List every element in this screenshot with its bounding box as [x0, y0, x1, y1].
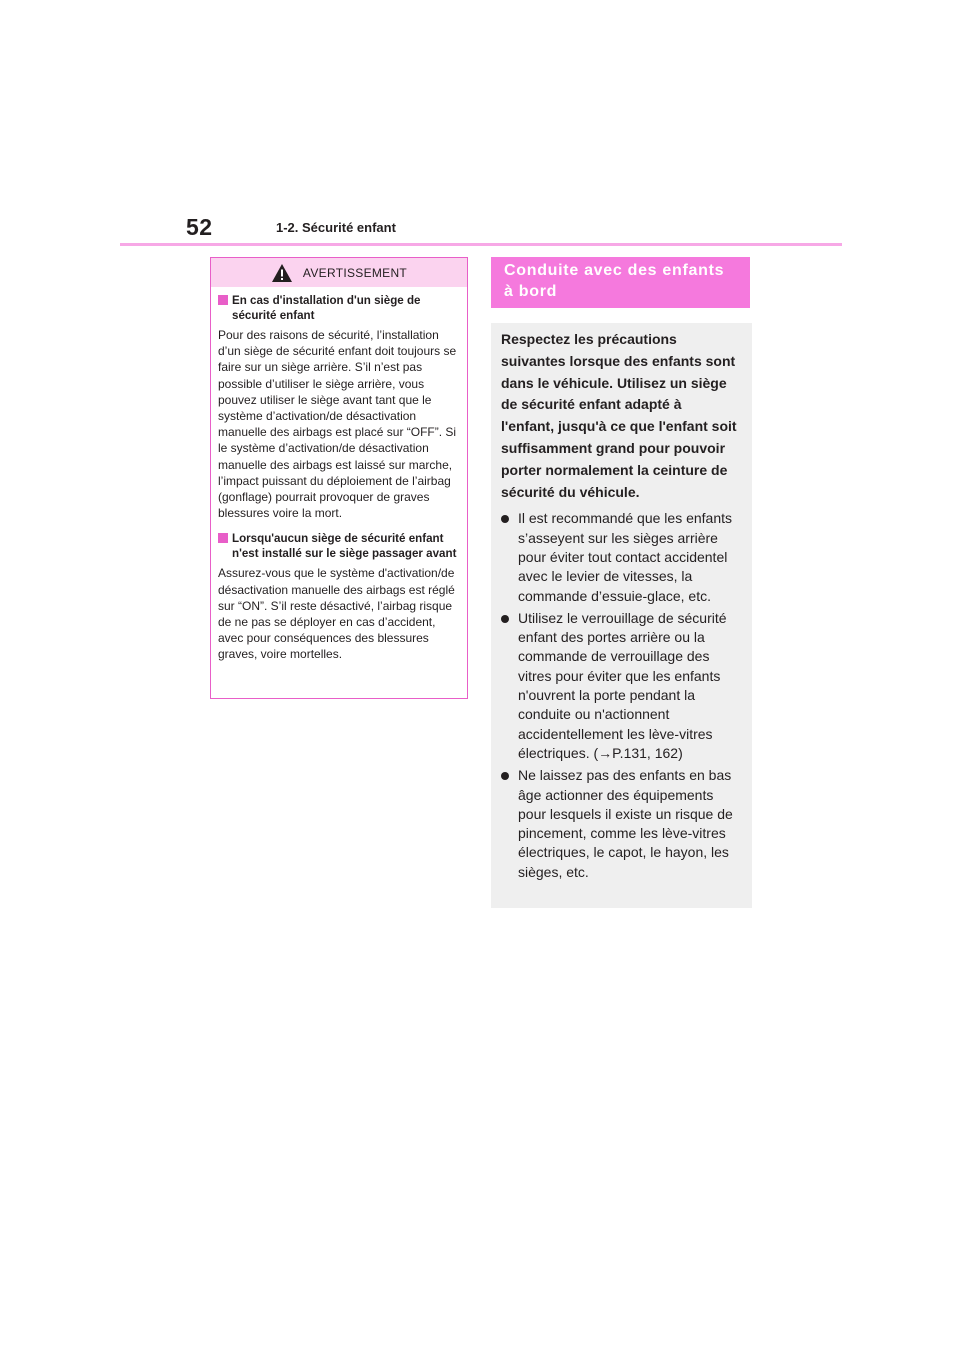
lead-paragraph: Respectez les précautions suivantes lorsque des enfants sont dans le véhicule. Utilisez un siège de sécurité enfant adapté à l'enfant, jusqu'à ce que l'enfant soit suffisamment grand pour pouvoir porter normalement la ceinture de sécurité du véhicule. [501, 331, 737, 500]
warning-item-text: Pour des raisons de sécurité, l’installation d’un siège de sécurité enfant doit toujours se faire sur un siège arrière. S’il n’est pas possible d’utiliser le siège arrière, vous pouvez utiliser le siège avant tant que le système d’activation/de désactivation manuelle des airbags est placé sur “OFF”. Si le système d’activation/de désactivation manuelle des airbags est laissé sur marche, l’impact puissant du déploiement de l’airbag (gonflage) pourrait provoquer de graves blessures voire la mort. [218, 328, 457, 521]
warning-item-text: Assurez-vous que le système d'activation/de désactivation manuelle des airbags est réglé sur “ON”. S’il reste désactivé, l’airbag risque de ne pas se déployer en cas d’accident, avec pour conséquences des blessures graves, voire mortelles. [218, 566, 455, 662]
header-rule [120, 243, 842, 246]
warning-body [211, 287, 467, 663]
page-number: 52 [186, 214, 213, 240]
warning-item-heading [218, 293, 459, 323]
warning-heading-text: Lorsqu'aucun siège de sécurité enfant n'est installé sur le siège passager avant [232, 532, 457, 561]
warning-header [211, 258, 467, 287]
warning-heading-text: En cas d'installation d'un siège de sécurité enfant [232, 294, 421, 322]
list-item-text: Ne laissez pas des enfants en bas âge actionner des équipements pour lesquels il existe un risque de pincement, comme les lève-vitres électriques, le capot, le hayon, les sièges, etc. [518, 767, 733, 880]
bullet-dot-icon [501, 772, 509, 780]
warning-title: AVERTISSEMENT [302, 265, 408, 280]
precautions-list [501, 509, 738, 882]
section-banner: Conduite avec des enfants à bord [491, 257, 750, 308]
section-title: 1-2. Sécurité enfant [276, 220, 396, 235]
bullet-dot-icon [501, 515, 509, 523]
warning-triangle-icon [271, 263, 293, 283]
warning-box [210, 257, 468, 699]
square-bullet-icon [218, 295, 228, 305]
info-panel [491, 323, 752, 908]
list-item-text: Utilisez le verrouillage de sécurité enfant des portes arrière ou la commande de verrouillage des vitres pour éviter que les enfants n'ouvrent la porte pendant la conduite ou n'actionnent accidentellement les lève-vitres électriques. (→P.131, 162) [518, 609, 727, 761]
list-item [501, 509, 738, 605]
list-item [501, 609, 738, 763]
list-item-text: Il est recommandé que les enfants s’asseyent sur les sièges arrière pour éviter tout contact accidentel avec le levier de vitesses, la commande d’essuie-glace, etc. [518, 510, 733, 604]
warning-item-heading [218, 531, 459, 561]
bullet-dot-icon [501, 615, 509, 623]
list-item [501, 766, 738, 882]
square-bullet-icon [218, 533, 228, 543]
